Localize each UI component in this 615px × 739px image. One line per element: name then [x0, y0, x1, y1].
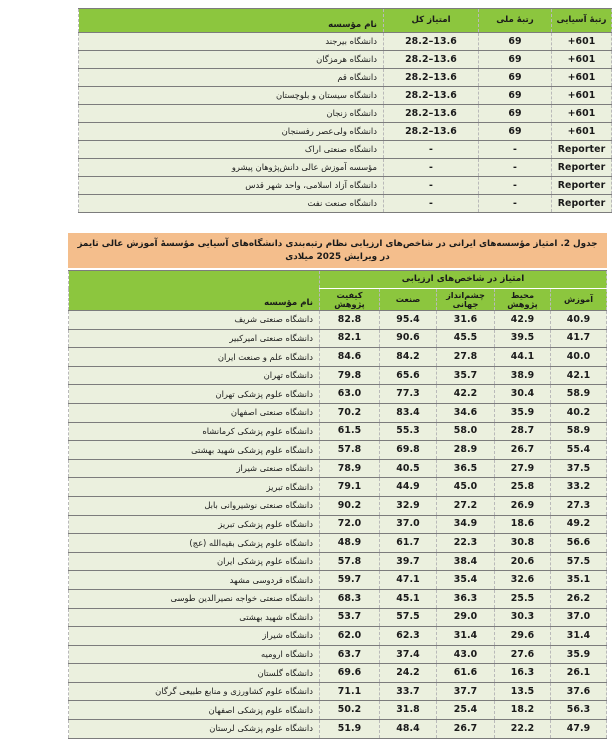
cell-industry: 45.1 [380, 589, 437, 608]
table-two-container [68, 270, 607, 739]
cell-industry: 37.0 [380, 515, 437, 534]
cell-teaching: 35.1 [551, 571, 607, 590]
cell-international-outlook: 27.8 [437, 348, 495, 367]
cell-international-outlook: 28.9 [437, 441, 495, 460]
cell-industry: 90.6 [380, 329, 437, 348]
table-row [69, 552, 607, 571]
cell-teaching: 42.1 [551, 366, 607, 385]
cell-research-quality: 53.7 [319, 608, 379, 627]
column-header-asian-rank: رتبهٔ آسیایی [552, 9, 612, 33]
cell-institution: دانشگاه ارومیه [69, 645, 320, 664]
cell-asian-rank: Reporter [552, 159, 612, 177]
cell-national-rank: 69 [479, 69, 552, 87]
cell-asian-rank: 601+ [552, 33, 612, 51]
cell-industry: 95.4 [380, 311, 437, 330]
cell-total-score: - [384, 141, 479, 159]
cell-teaching: 37.5 [551, 459, 607, 478]
cell-international-outlook: 37.7 [437, 682, 495, 701]
cell-teaching: 40.2 [551, 403, 607, 422]
table-row [79, 195, 612, 213]
cell-international-outlook: 36.5 [437, 459, 495, 478]
cell-research-quality: 71.1 [319, 682, 379, 701]
cell-teaching: 26.1 [551, 664, 607, 683]
cell-teaching: 40.0 [551, 348, 607, 367]
cell-institution: دانشگاه صنعتی امیرکبیر [69, 329, 320, 348]
cell-institution: دانشگاه فردوسی مشهد [69, 571, 320, 590]
cell-institution: دانشگاه آزاد اسلامی، واحد شهر قدس [79, 177, 384, 195]
cell-asian-rank: 601+ [552, 123, 612, 141]
cell-teaching: 58.9 [551, 385, 607, 404]
table-row [69, 422, 607, 441]
cell-research-quality: 62.0 [319, 627, 379, 646]
cell-industry: 47.1 [380, 571, 437, 590]
indicator-scores-table [68, 270, 607, 739]
cell-research-quality: 90.2 [319, 496, 379, 515]
cell-industry: 33.7 [380, 682, 437, 701]
table-row [79, 33, 612, 51]
table-row [69, 720, 607, 739]
cell-international-outlook: 35.7 [437, 366, 495, 385]
cell-research-quality: 59.7 [319, 571, 379, 590]
cell-industry: 65.6 [380, 366, 437, 385]
cell-research-quality: 84.6 [319, 348, 379, 367]
table-row [69, 515, 607, 534]
cell-research-quality: 57.8 [319, 552, 379, 571]
cell-research-quality: 79.8 [319, 366, 379, 385]
cell-research-environment: 44.1 [495, 348, 551, 367]
cell-total-score: 13.6–28.2 [384, 123, 479, 141]
table-header-row [79, 9, 612, 33]
cell-international-outlook: 45.0 [437, 478, 495, 497]
cell-industry: 24.2 [380, 664, 437, 683]
cell-research-environment: 27.9 [495, 459, 551, 478]
cell-industry: 31.8 [380, 701, 437, 720]
cell-institution: دانشگاه صنعت نفت [79, 195, 384, 213]
table-row [79, 177, 612, 195]
cell-institution: دانشگاه شهید بهشتی [69, 608, 320, 627]
cell-teaching: 26.2 [551, 589, 607, 608]
cell-teaching: 57.5 [551, 552, 607, 571]
cell-institution: دانشگاه علوم پزشکی بقیه‌الله (عج) [69, 534, 320, 553]
table-one-container [78, 8, 612, 213]
cell-total-score: - [384, 195, 479, 213]
cell-research-environment: 26.9 [495, 496, 551, 515]
cell-teaching: 35.9 [551, 645, 607, 664]
cell-industry: 62.3 [380, 627, 437, 646]
cell-institution: دانشگاه علوم پزشکی اصفهان [69, 701, 320, 720]
cell-international-outlook: 34.6 [437, 403, 495, 422]
column-header-research-environment: محیط پژوهش [495, 289, 551, 311]
table-row [79, 69, 612, 87]
cell-research-environment: 26.7 [495, 441, 551, 460]
cell-teaching: 27.3 [551, 496, 607, 515]
column-group-header-indicator-scores: امتیاز در شاخص‌های ارزیابی [319, 271, 606, 289]
cell-international-outlook: 38.4 [437, 552, 495, 571]
cell-research-quality: 82.1 [319, 329, 379, 348]
cell-asian-rank: Reporter [552, 141, 612, 159]
cell-research-quality: 79.1 [319, 478, 379, 497]
cell-total-score: - [384, 159, 479, 177]
table-row [69, 366, 607, 385]
table-row [69, 311, 607, 330]
cell-asian-rank: 601+ [552, 51, 612, 69]
cell-institution: دانشگاه تبریز [69, 478, 320, 497]
cell-institution: دانشگاه گلستان [69, 664, 320, 683]
cell-institution: مؤسسه آموزش عالی دانش‌پژوهان پیشرو [79, 159, 384, 177]
cell-research-environment: 27.6 [495, 645, 551, 664]
cell-total-score: 13.6–28.2 [384, 105, 479, 123]
cell-research-quality: 63.7 [319, 645, 379, 664]
cell-total-score: 13.6–28.2 [384, 69, 479, 87]
cell-research-environment: 30.3 [495, 608, 551, 627]
cell-institution: دانشگاه قم [79, 69, 384, 87]
cell-teaching: 41.7 [551, 329, 607, 348]
cell-research-environment: 35.9 [495, 403, 551, 422]
cell-research-environment: 32.6 [495, 571, 551, 590]
table-header-group-row [69, 271, 607, 289]
column-header-industry: صنعت [380, 289, 437, 311]
cell-research-environment: 20.6 [495, 552, 551, 571]
table-two-header [69, 271, 607, 311]
table-row [69, 627, 607, 646]
cell-research-quality: 51.9 [319, 720, 379, 739]
cell-international-outlook: 58.0 [437, 422, 495, 441]
table-row [69, 701, 607, 720]
table-row [79, 87, 612, 105]
cell-asian-rank: 601+ [552, 87, 612, 105]
table-two-body [69, 311, 607, 739]
cell-research-environment: 18.6 [495, 515, 551, 534]
cell-research-environment: 30.8 [495, 534, 551, 553]
cell-international-outlook: 36.3 [437, 589, 495, 608]
asian-ranking-summary-table [78, 8, 612, 213]
table-row [79, 159, 612, 177]
cell-industry: 77.3 [380, 385, 437, 404]
cell-international-outlook: 27.2 [437, 496, 495, 515]
cell-teaching: 31.4 [551, 627, 607, 646]
cell-institution: دانشگاه صنعتی خواجه نصیرالدین طوسی [69, 589, 320, 608]
cell-international-outlook: 42.2 [437, 385, 495, 404]
cell-total-score: 13.6–28.2 [384, 51, 479, 69]
cell-national-rank: - [479, 195, 552, 213]
cell-international-outlook: 25.4 [437, 701, 495, 720]
cell-industry: 83.4 [380, 403, 437, 422]
cell-international-outlook: 35.4 [437, 571, 495, 590]
cell-institution: دانشگاه علوم پزشکی ایران [69, 552, 320, 571]
column-header-institution: نام مؤسسه [69, 271, 320, 311]
cell-research-environment: 13.5 [495, 682, 551, 701]
cell-international-outlook: 61.6 [437, 664, 495, 683]
cell-institution: دانشگاه بیرجند [79, 33, 384, 51]
cell-national-rank: 69 [479, 123, 552, 141]
table-row [69, 571, 607, 590]
cell-national-rank: - [479, 159, 552, 177]
cell-institution: دانشگاه صنعتی اصفهان [69, 403, 320, 422]
cell-international-outlook: 43.0 [437, 645, 495, 664]
cell-institution: دانشگاه علوم پزشکی کرمانشاه [69, 422, 320, 441]
cell-research-quality: 50.2 [319, 701, 379, 720]
cell-research-environment: 30.4 [495, 385, 551, 404]
cell-research-environment: 42.9 [495, 311, 551, 330]
cell-national-rank: 69 [479, 51, 552, 69]
cell-teaching: 37.0 [551, 608, 607, 627]
cell-institution: دانشگاه شیراز [69, 627, 320, 646]
cell-research-quality: 61.5 [319, 422, 379, 441]
column-header-institution: نام مؤسسه [79, 9, 384, 33]
cell-industry: 37.4 [380, 645, 437, 664]
cell-research-quality: 48.9 [319, 534, 379, 553]
cell-industry: 32.9 [380, 496, 437, 515]
cell-national-rank: 69 [479, 87, 552, 105]
table-row [69, 348, 607, 367]
table-row [69, 459, 607, 478]
column-header-total-score: امتیاز کل [384, 9, 479, 33]
cell-institution: دانشگاه علوم کشاورزی و منابع طبیعی گرگان [69, 682, 320, 701]
cell-international-outlook: 22.3 [437, 534, 495, 553]
cell-institution: دانشگاه تهران [69, 366, 320, 385]
cell-institution: دانشگاه صنعتی شریف [69, 311, 320, 330]
cell-research-environment: 25.5 [495, 589, 551, 608]
table-row [69, 682, 607, 701]
cell-research-environment: 38.9 [495, 366, 551, 385]
column-header-teaching: آموزش [551, 289, 607, 311]
cell-research-quality: 63.0 [319, 385, 379, 404]
cell-institution: دانشگاه ولی‌عصر رفسنجان [79, 123, 384, 141]
cell-international-outlook: 31.6 [437, 311, 495, 330]
cell-research-quality: 69.6 [319, 664, 379, 683]
cell-international-outlook: 34.9 [437, 515, 495, 534]
cell-teaching: 37.6 [551, 682, 607, 701]
cell-national-rank: - [479, 177, 552, 195]
cell-research-environment: 18.2 [495, 701, 551, 720]
table-row [79, 123, 612, 141]
table-row [69, 385, 607, 404]
cell-institution: دانشگاه علوم پزشکی لرستان [69, 720, 320, 739]
cell-asian-rank: 601+ [552, 105, 612, 123]
column-header-research-quality: کیفیت پژوهش [319, 289, 379, 311]
cell-research-quality: 70.2 [319, 403, 379, 422]
cell-teaching: 56.3 [551, 701, 607, 720]
cell-institution: دانشگاه صنعتی اراک [79, 141, 384, 159]
cell-total-score: 13.6–28.2 [384, 87, 479, 105]
cell-institution: دانشگاه سیستان و بلوچستان [79, 87, 384, 105]
cell-research-quality: 78.9 [319, 459, 379, 478]
cell-teaching: 49.2 [551, 515, 607, 534]
table-row [69, 496, 607, 515]
cell-total-score: - [384, 177, 479, 195]
table-two-caption: جدول 2. امتیاز مؤسسه‌های ایرانی در شاخص‌های ارزیابی نظام رتبه‌بندی دانشگاه‌های آسیایی مؤسسهٔ آموزش عالی تایمز در ویرایش 2025 میلادی [68, 233, 607, 268]
cell-institution: دانشگاه علوم پزشکی تهران [69, 385, 320, 404]
cell-industry: 55.3 [380, 422, 437, 441]
cell-national-rank: - [479, 141, 552, 159]
cell-research-environment: 28.7 [495, 422, 551, 441]
cell-institution: دانشگاه علم و صنعت ایران [69, 348, 320, 367]
cell-research-environment: 39.5 [495, 329, 551, 348]
cell-research-quality: 57.8 [319, 441, 379, 460]
cell-international-outlook: 31.4 [437, 627, 495, 646]
cell-teaching: 33.2 [551, 478, 607, 497]
cell-research-environment: 25.8 [495, 478, 551, 497]
column-header-international-outlook: چشم‌انداز جهانی [437, 289, 495, 311]
cell-institution: دانشگاه صنعتی شیراز [69, 459, 320, 478]
cell-asian-rank: Reporter [552, 195, 612, 213]
table-row [69, 441, 607, 460]
table-row [69, 664, 607, 683]
cell-research-environment: 22.2 [495, 720, 551, 739]
table-row [69, 478, 607, 497]
table-row [69, 534, 607, 553]
cell-industry: 69.8 [380, 441, 437, 460]
cell-research-quality: 82.8 [319, 311, 379, 330]
cell-industry: 48.4 [380, 720, 437, 739]
cell-industry: 84.2 [380, 348, 437, 367]
cell-teaching: 40.9 [551, 311, 607, 330]
cell-teaching: 47.9 [551, 720, 607, 739]
cell-international-outlook: 26.7 [437, 720, 495, 739]
table-row [79, 51, 612, 69]
cell-national-rank: 69 [479, 105, 552, 123]
table-row [69, 589, 607, 608]
cell-teaching: 58.9 [551, 422, 607, 441]
table-row [79, 105, 612, 123]
cell-national-rank: 69 [479, 33, 552, 51]
cell-institution: دانشگاه هرمزگان [79, 51, 384, 69]
cell-industry: 39.7 [380, 552, 437, 571]
cell-institution: دانشگاه زنجان [79, 105, 384, 123]
cell-total-score: 13.6–28.2 [384, 33, 479, 51]
cell-institution: دانشگاه علوم پزشکی شهید بهشتی [69, 441, 320, 460]
cell-asian-rank: 601+ [552, 69, 612, 87]
cell-research-environment: 29.6 [495, 627, 551, 646]
cell-industry: 40.5 [380, 459, 437, 478]
table-row [69, 645, 607, 664]
cell-teaching: 55.4 [551, 441, 607, 460]
cell-international-outlook: 45.5 [437, 329, 495, 348]
table-row [69, 403, 607, 422]
cell-international-outlook: 29.0 [437, 608, 495, 627]
cell-research-quality: 72.0 [319, 515, 379, 534]
table-row [69, 608, 607, 627]
cell-research-quality: 68.3 [319, 589, 379, 608]
cell-industry: 57.5 [380, 608, 437, 627]
cell-teaching: 56.6 [551, 534, 607, 553]
table-row [79, 141, 612, 159]
column-header-national-rank: رتبهٔ ملی [479, 9, 552, 33]
cell-institution: دانشگاه صنعتی نوشیروانی بابل [69, 496, 320, 515]
table-row [69, 329, 607, 348]
table-one-body [79, 33, 612, 213]
cell-research-environment: 16.3 [495, 664, 551, 683]
cell-asian-rank: Reporter [552, 177, 612, 195]
cell-industry: 44.9 [380, 478, 437, 497]
table-one-header [79, 9, 612, 33]
cell-industry: 61.7 [380, 534, 437, 553]
cell-institution: دانشگاه علوم پزشکی تبریز [69, 515, 320, 534]
